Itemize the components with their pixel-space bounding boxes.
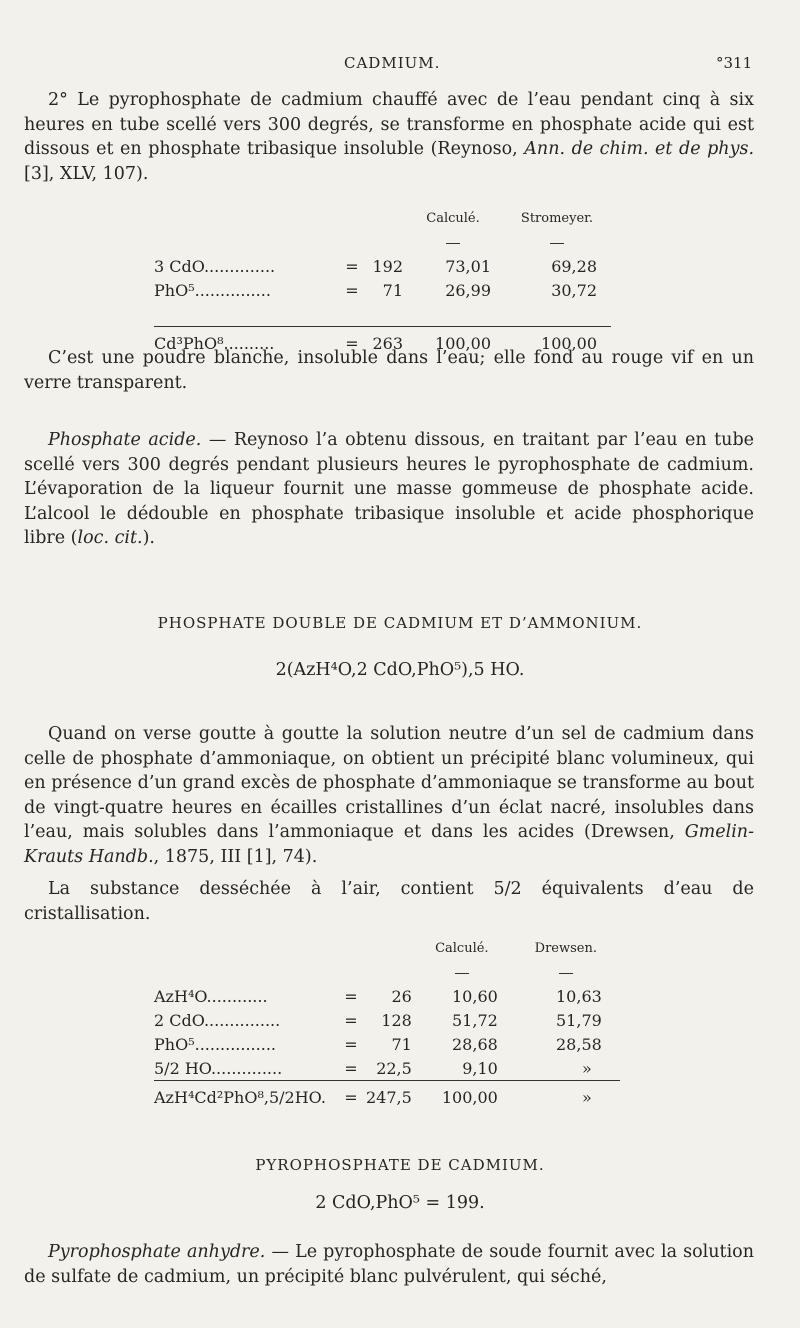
column-header-calcule: Calculé. xyxy=(426,210,480,226)
paragraph-pyrophosphate-heating: 2° Le pyrophosphate de cadmium chauffé avec de l’eau pendant cinq à six heures en tube scellé vers 300 degrés, se transforme en phosphate acide qui est dissous et en phosphate tribasique insoluble (Reynoso, Ann. de chim. et de phys. [3], XLV, 107). xyxy=(24,90,755,184)
section-title-pyrophosphate: PYROPHOSPHATE DE CADMIUM. xyxy=(255,1156,545,1174)
paragraph-phosphate-acide: Phosphate acide. — Reynoso l’a obtenu dissous, en traitant par l’eau en tube scellé vers 300 degrés pendant plusieurs heures le pyrophosphate de cadmium. L’évaporation de la liqueur fournit une masse gommeuse de phosphate acide. L’alcool le dédouble en phosphate tribasique insoluble et acide phosphorique libre (loc. cit.). xyxy=(24,430,755,548)
paragraph-precipitation: Quand on verse goutte à goutte la solution neutre d’un sel de cadmium dans celle de phosphate d’ammoniaque, on obtient un précipité blanc volumineux, qui en présence d’un grand excès de phosphate d’ammoniaque se transforme au bout de vingt-quatre heures en écailles cristallines d’un éclat nacré, insolubles dans l’eau, mais solubles dans l’ammoniaque et dans les acides (Drewsen, Gmelin-Krauts Handb., 1875, III [1], 74). xyxy=(24,724,754,867)
section-title-phosphate-double: PHOSPHATE DOUBLE DE CADMIUM ET D’AMMONIUM. xyxy=(157,614,643,632)
table-row: 5/2 HO.............. = 22,5 9,10 » xyxy=(154,1058,592,1078)
column-header-drewsen: Drewsen. xyxy=(534,940,597,956)
subheading-pyrophosphate-anhydre: Pyrophosphate anhydre. xyxy=(48,1242,266,1262)
section-formula-pyrophosphate: 2 CdO,PhO⁵ = 199. xyxy=(315,1193,485,1213)
column-header-stromeyer: Stromeyer. xyxy=(520,210,594,226)
composition-table-pyrophosphate xyxy=(154,206,611,355)
table-row: PhO⁵............... = 71 26,99 30,72 xyxy=(154,280,597,300)
table-row: AzH⁴O............ = 26 10,60 10,63 xyxy=(154,986,602,1006)
journal-reference: Ann. de chim. et de phys. xyxy=(524,139,755,159)
table-row: 2 CdO............... = 128 51,72 51,79 xyxy=(154,1010,602,1030)
column-header-calcule: Calculé. xyxy=(435,940,489,956)
handbook-reference: Gmelin-Krauts Handb. xyxy=(24,822,754,867)
subheading-phosphate-acide: Phosphate acide. xyxy=(48,430,202,450)
table-row: PhO⁵................ = 71 28,68 28,58 xyxy=(154,1034,602,1054)
paragraph-pyrophosphate-anhydre: Pyrophosphate anhydre. — Le pyrophosphate de soude fournit avec la solution de sulfate de cadmium, un précipité blanc pulvérulent, qui séché, xyxy=(24,1242,754,1287)
table-row: 3 CdO.............. = 192 73,01 69,28 xyxy=(154,256,597,276)
table-total-row: AzH⁴Cd²PhO⁸,5/2HO. = 247,5 100,00 » xyxy=(154,1081,620,1110)
section-formula-phosphate-double: 2(AzH⁴O,2 CdO,PhO⁵),5 HO. xyxy=(275,660,525,680)
table-total-row: Cd³PhO⁸.......... = 263 100,00 100,00 xyxy=(154,327,611,356)
paragraph-water-content: La substance desséchée à l’air, contient 5/2 équivalents d’eau de cristallisation. xyxy=(24,879,754,924)
paragraph-properties: C’est une poudre blanche, insoluble dans l’eau; elle fond au rouge vif en un verre transparent. xyxy=(24,348,754,393)
composition-table-double-phosphate xyxy=(154,936,620,1109)
page-header xyxy=(0,54,800,80)
running-title: CADMIUM. xyxy=(344,54,441,72)
page-number: °311 xyxy=(716,54,753,72)
